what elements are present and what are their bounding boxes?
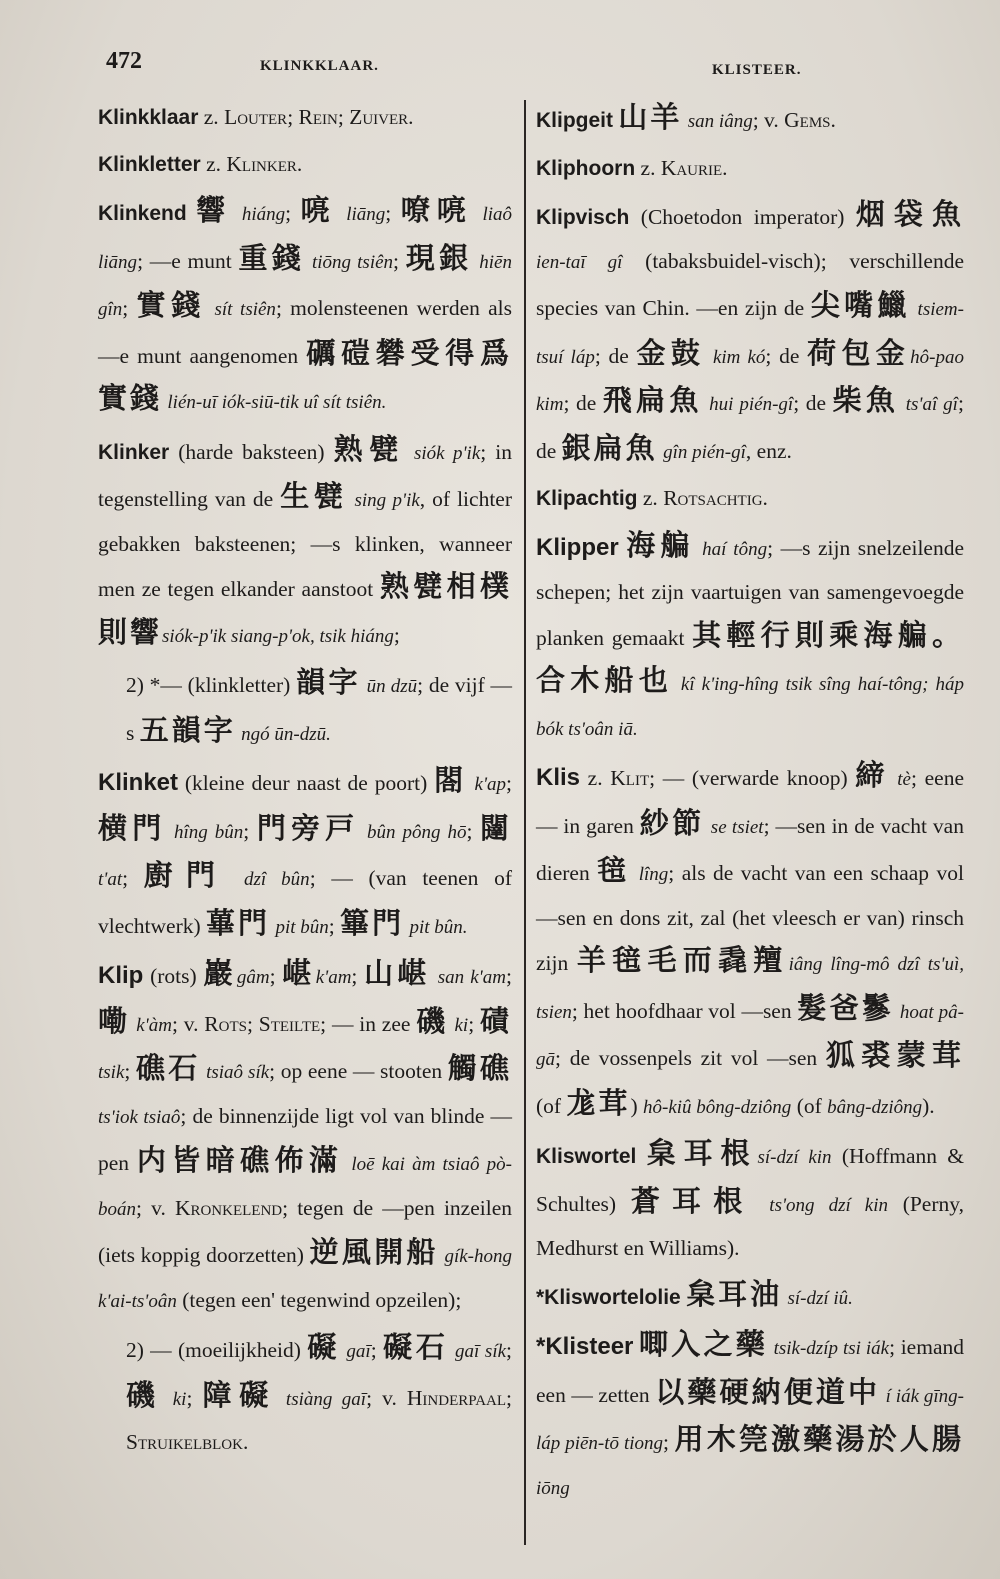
romanization: sí-dzí kin (757, 1147, 832, 1168)
entry-text: ; de (594, 343, 637, 368)
chinese-characters: 嘞 (98, 1003, 131, 1038)
chinese-characters: 枲耳根 (646, 1136, 758, 1170)
entry-text: ; —e munt (137, 248, 239, 273)
chinese-characters: 枲耳油 (686, 1276, 783, 1311)
chinese-characters: 嵁 (282, 956, 316, 990)
entry-text: 2) *— (klinkletter) (126, 673, 297, 697)
romanization: gîn pién-gî (663, 441, 746, 463)
cross-reference: Rotsachtig. (663, 486, 768, 510)
chinese-characters: 烟袋魚 (855, 197, 964, 231)
chinese-characters: 門旁戸 (256, 810, 360, 845)
romanization: ts'ong dzí kin (769, 1194, 889, 1216)
dictionary-entry (536, 477, 964, 521)
entry-text (305, 249, 312, 273)
entry-text: 2) — (moeilijkheid) (126, 1338, 308, 1362)
entry-text: ; de vijf —s (126, 673, 512, 745)
romanization: san iâng (687, 111, 753, 132)
romanization: liāng (346, 204, 386, 225)
romanization: tsik (98, 1062, 125, 1083)
dictionary-entry (536, 754, 964, 1129)
cross-reference: Kaurie. (660, 155, 728, 180)
chinese-characters: 熟甓相樸則響 (98, 569, 512, 649)
entry-text: z. (580, 766, 611, 790)
romanization: hiáng (241, 204, 286, 225)
chinese-characters: 其輕行則乘海艑。合木船也 (536, 617, 964, 697)
headword: *Kliswortelolie (536, 1285, 681, 1309)
chinese-characters: 廚門 (143, 858, 229, 892)
entry-text (405, 440, 414, 464)
chinese-characters: 山嵁 (364, 956, 431, 990)
romanization: í iák gīng-láp piēn-tō tiong (536, 1385, 964, 1454)
chinese-characters: 闥 (480, 810, 513, 845)
entry-text: ; de vossenpels zit vol —sen (555, 1046, 826, 1070)
entry-text (187, 201, 197, 225)
romanization: pit bûn. (409, 916, 468, 938)
romanization: haí tông (702, 538, 768, 560)
dictionary-entry (536, 96, 964, 144)
entry-text: ; (393, 622, 400, 647)
cross-reference: Kronkelend (174, 1195, 283, 1220)
romanization: sing p'ik (354, 490, 420, 511)
chinese-characters: 韻字 (296, 665, 361, 699)
dictionary-entry (98, 759, 512, 949)
romanization: gaī (346, 1341, 371, 1362)
romanization: ien-taī gî (536, 251, 623, 273)
left-column (98, 96, 512, 1464)
romanization: gaī sík (455, 1341, 507, 1362)
romanization: sí-dzí iû. (787, 1287, 853, 1309)
cross-reference: Klinker. (226, 151, 303, 176)
entry-text: ) (630, 1093, 644, 1118)
entry-text: ; (506, 771, 512, 795)
entry-text: (Perny, Medhurst en Williams). (536, 1191, 964, 1260)
chinese-characters: 礙 (307, 1330, 341, 1364)
entry-text: (tabaksbuidel-visch); verschillende species van Chin. —en zijn de (536, 248, 964, 320)
entry-text (673, 671, 681, 695)
chinese-characters: 篳門 (340, 905, 405, 940)
entry-text (359, 819, 367, 843)
headword: Klinkend (98, 202, 187, 225)
entry-text: , of lichter gebakken baksteenen; —s klinken, wanneer men ze tegen elkander aanstoot (98, 487, 512, 601)
entry-text: ; (506, 1338, 513, 1362)
entry-text: ; v. (171, 1011, 205, 1036)
romanization: se tsiet (710, 816, 764, 838)
romanization: gâm (236, 967, 270, 988)
chinese-characters: 礙石 (382, 1330, 449, 1364)
chinese-characters: 用木筦激藥湯於人腸 (674, 1422, 964, 1456)
romanization: ts'aî gî (905, 394, 958, 415)
entry-text (163, 1386, 173, 1410)
entry-text: ; (466, 818, 481, 843)
chinese-characters: 羊毰毛而毳羶 (576, 943, 789, 977)
entry-text: ; (505, 964, 512, 988)
dictionary-entry (536, 1273, 964, 1321)
romanization: k'ap (474, 774, 507, 795)
entry-text: ; de (765, 343, 808, 368)
chinese-characters: 觸礁 (447, 1051, 512, 1085)
romanization: lîng (638, 864, 669, 885)
entry-text: ; (351, 964, 365, 988)
entry-text: (harde baksteen) (169, 439, 334, 464)
entry-text (695, 536, 703, 560)
romanization: sít tsiên (214, 299, 276, 320)
entry-text (228, 866, 244, 890)
entry-text: ; (124, 1059, 136, 1083)
entry-text: ; het hoofdhaar vol —sen (571, 998, 798, 1023)
right-column (536, 96, 964, 1510)
dictionary-entry (98, 143, 512, 187)
chinese-characters: 銀扁魚 (561, 430, 658, 465)
headword: Klinker (98, 440, 170, 464)
entry-text: ; in tegenstelling van de (98, 439, 512, 511)
chinese-characters: 礁石 (135, 1051, 201, 1085)
romanization: dzî bûn (243, 869, 310, 890)
chinese-characters: 内皆暗礁佈滿 (136, 1143, 344, 1177)
entry-text: ; —s zijn snelzeilende schepen; het zijn vaartuigen van samengevoegde planken gemaakt (536, 535, 965, 650)
romanization: san k'am (437, 967, 506, 988)
dictionary-entry (536, 524, 964, 752)
entry-text: ; (385, 201, 401, 225)
right-guide-word: KLISTEER. (712, 62, 802, 78)
romanization: tsiàng gaī (285, 1388, 367, 1410)
entry-text: ; v. (366, 1385, 407, 1410)
romanization: t'at (98, 869, 123, 890)
entry-text: ; (243, 818, 257, 843)
dictionary-entry (98, 96, 512, 140)
entry-text: ; (122, 866, 144, 890)
cross-reference: Louter; Rein; Zuiver. (224, 105, 414, 129)
headword: Klipvisch (536, 206, 630, 229)
dictionary-entry (536, 1132, 964, 1270)
chinese-characters: 飛扁魚 (602, 383, 703, 417)
entry-text: z. (198, 105, 225, 129)
chinese-characters: 尨茸 (566, 1085, 631, 1120)
chinese-characters: 逆風開船 (309, 1235, 439, 1269)
chinese-characters: 狐裘蒙茸 (825, 1038, 964, 1072)
entry-text: ; als de vacht van een schaap vol —sen en dons zit, zal (het vleesch er van) rinsch zijn (536, 861, 964, 975)
entry-text: , enz. (745, 438, 792, 463)
chinese-characters: 障礙 (202, 1377, 276, 1412)
chinese-characters: 巖 (203, 956, 237, 990)
entry-text (276, 1386, 286, 1410)
entry-text: ; molensteenen werden als —e munt aangenomen (98, 296, 512, 368)
entry-text: ). (922, 1093, 935, 1118)
entry-text: (kleine deur naast de poort) (178, 771, 435, 795)
romanization: tiōng tsiên (311, 251, 394, 273)
romanization: tsik-dzíp tsi iák (773, 1338, 890, 1359)
chinese-characters: 蓽門 (206, 905, 271, 940)
romanization: kim kó (712, 346, 766, 368)
entry-text: (of (536, 1093, 567, 1118)
romanization: bâng-dziông (827, 1096, 923, 1118)
entry-text: ; (328, 913, 341, 938)
romanization: ki (172, 1388, 187, 1410)
entry-text (899, 391, 906, 415)
headword: Kliphoorn (536, 156, 636, 180)
romanization: ts'iok tsiaô (98, 1106, 181, 1128)
chinese-characters: 締 (855, 758, 890, 792)
entry-text: (rots) (143, 964, 204, 988)
entry-text: ; (468, 1011, 480, 1036)
chinese-characters: 髮爸鬖 (797, 990, 895, 1025)
dictionary-entry (536, 147, 964, 191)
entry-text (337, 201, 347, 225)
chinese-characters: 唧入之藥 (639, 1327, 768, 1361)
entry-text: ; de (793, 391, 833, 415)
entry-text: (Choetodon imperator) (629, 205, 856, 229)
headword: Klipachtig (536, 487, 638, 510)
romanization: iōng (536, 1477, 570, 1499)
romanization: hîng bûn (174, 821, 244, 843)
romanization: siók p'ik (413, 442, 481, 464)
headword: Klinket (98, 769, 179, 796)
headword: Klipgeit (536, 109, 613, 132)
headword: Kliswortel (536, 1145, 637, 1168)
chinese-characters: 重錢 (238, 240, 306, 275)
romanization: k'àm (136, 1014, 172, 1036)
page-number: 472 (106, 48, 142, 74)
dictionary-entry (98, 189, 512, 425)
entry-text (431, 964, 438, 988)
entry-text: ; — in zee (320, 1011, 417, 1036)
romanization: ki (454, 1014, 469, 1036)
entry-text (755, 1192, 770, 1216)
chinese-characters: 生甓 (280, 479, 348, 513)
romanization: iâng lîng-mô dzî ts'uì, tsien (536, 954, 964, 1023)
chinese-characters: 横門 (98, 810, 167, 845)
entry-text: z. (200, 151, 227, 176)
entry-text (631, 861, 638, 885)
chinese-characters: 尖嘴鱲 (810, 288, 911, 322)
romanization: hoat pâ-gā (536, 1001, 964, 1070)
entry-text: z. (637, 486, 664, 510)
romanization: tè (897, 769, 911, 790)
entry-text (232, 201, 242, 225)
chinese-characters: 磧 (479, 1003, 512, 1038)
romanization: gík-hong k'ai-ts'oân (98, 1246, 512, 1312)
headword: Klipper (536, 533, 619, 561)
entry-text: ; (122, 296, 137, 320)
chinese-characters: 金鼓 (636, 335, 706, 370)
headword: Klinkklaar (98, 106, 199, 129)
romanization: k'am (315, 967, 352, 988)
headword: Klinkletter (98, 152, 201, 176)
headword: Klip (98, 962, 144, 989)
entry-text: ; (663, 1430, 675, 1454)
entry-text: ; — (verwarde knoop) (649, 766, 856, 790)
entry-text: ; v. (136, 1195, 175, 1220)
entry-text (468, 771, 475, 795)
entry-text: ; de (536, 391, 964, 463)
chinese-characters: 蒼耳根 (630, 1183, 755, 1218)
entry-text (636, 1144, 646, 1168)
romanization: hiēn gîn (98, 251, 512, 320)
dictionary-entry (98, 952, 512, 1323)
entry-text: ; (393, 248, 406, 273)
chinese-characters: 磯 (126, 1377, 163, 1412)
romanization: siók-p'ik siang-p'ok, tsik hiáng (162, 625, 394, 647)
cross-reference: Hinderpaal; Struikelblok. (126, 1385, 513, 1454)
romanization: hui pién-gî (709, 394, 794, 415)
entry-text: ; op eene — stooten (269, 1059, 448, 1083)
entry-text: ; — (van teenen of vlechtwerk) (98, 866, 512, 938)
entry-text: ; de binnenzijde ligt vol van blinde —pen (98, 1103, 512, 1175)
cross-reference: Klit (610, 766, 650, 790)
chinese-characters: 以藥硬納便道中 (655, 1374, 881, 1409)
column-divider (524, 100, 526, 1545)
entry-text: ; (186, 1385, 203, 1410)
chinese-characters: 喨 (300, 193, 337, 227)
dictionary-entry (536, 1323, 964, 1510)
romanization: pit bûn (275, 916, 329, 938)
cross-reference: Rots; Steilte (204, 1011, 321, 1036)
chinese-characters: 五韻字 (139, 712, 236, 747)
dictionary-entry (98, 428, 512, 659)
chinese-characters: 海艑 (626, 527, 695, 562)
left-guide-word: KLINKKLAAR. (260, 58, 379, 74)
entry-text (166, 819, 174, 843)
entry-text (911, 296, 918, 320)
entry-text: ; (370, 1338, 383, 1362)
romanization: liaô liāng (98, 204, 513, 273)
entry-text: ; v. (752, 108, 785, 132)
romanization: lién-uī iók-siū-tik uî sít tsiên. (167, 392, 387, 413)
chinese-characters: 柴魚 (832, 383, 900, 417)
entry-text: ; de (563, 391, 603, 415)
chinese-characters: 熟甓 (333, 431, 405, 466)
entry-text: (Hoffmann & Schultes) (536, 1144, 965, 1216)
chinese-characters: 毰 (597, 853, 632, 887)
entry-text: ; —sen in de vacht van dieren (536, 813, 964, 885)
headword: Klis (536, 764, 581, 791)
romanization: hô-pao kim (536, 346, 964, 415)
romanization: loē kai àm tsiaô pò-boán (98, 1154, 512, 1220)
romanization: hô-kiû bông-dziông (643, 1096, 792, 1118)
dictionary-entry (98, 661, 512, 756)
chinese-characters: 紗節 (639, 805, 705, 840)
entry-text: ; eene — in garen (536, 766, 964, 838)
entry-text: z. (635, 155, 661, 180)
dictionary-entry (98, 1326, 512, 1464)
entry-text: ; (269, 964, 283, 988)
cross-reference: Gems. (784, 108, 836, 132)
chinese-characters: 礪磑礬受得爲實錢 (98, 335, 512, 415)
romanization: ngó ūn-dzū. (241, 723, 331, 745)
chinese-characters: 響 (196, 193, 233, 227)
chinese-characters: 實錢 (136, 288, 207, 322)
chinese-characters: 磯 (416, 1003, 449, 1038)
chinese-characters: 荷包金 (807, 335, 911, 370)
entry-text: ; tegen de —pen inzeilen (iets koppig doorzetten) (98, 1195, 512, 1267)
entry-text: (of (791, 1093, 828, 1118)
romanization: bûn pông hō (367, 821, 467, 843)
chinese-characters: 山羊 (618, 100, 683, 134)
romanization: tsiem-tsuí láp (536, 299, 964, 368)
chinese-characters: 現銀 (405, 240, 473, 275)
entry-text: ; iemand een — zetten (536, 1335, 964, 1407)
chinese-characters: 嘹喨 (400, 193, 473, 227)
chinese-characters: 閤 (434, 763, 468, 797)
romanization: tsiaô sík (206, 1062, 270, 1083)
entry-text: ; (285, 201, 301, 225)
dictionary-entry (536, 193, 964, 474)
entry-text (705, 344, 713, 368)
headword: *Klisteer (536, 1333, 634, 1360)
entry-text: (tegen een' tegenwind opzeilen); (176, 1287, 462, 1312)
romanization: ūn dzū (366, 676, 418, 697)
romanization: kî k'ing-hîng tsik sîng haí-tông; háp bók ts'oân iā. (536, 674, 964, 740)
